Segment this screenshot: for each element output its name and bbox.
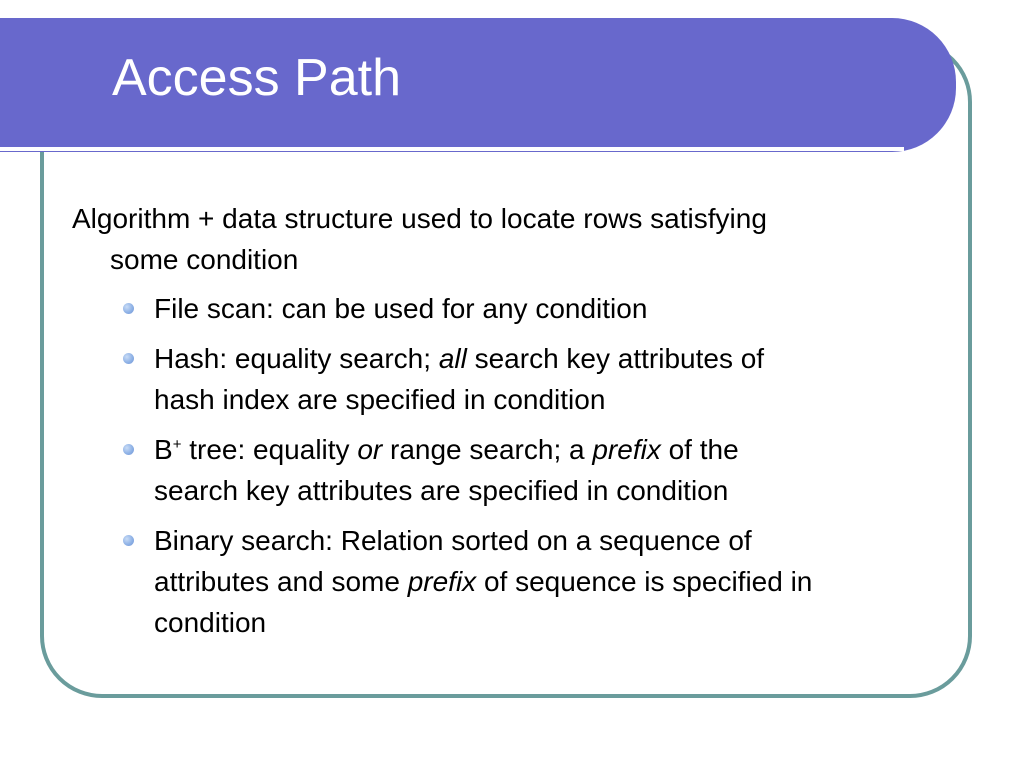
- bullet-line: search key attributes are specified in condition: [154, 475, 729, 506]
- emphasis-all: all: [438, 343, 467, 374]
- bullet-line: [154, 561, 964, 602]
- text-run: tree: equality: [181, 434, 358, 465]
- text-run: range search; a: [382, 434, 593, 465]
- slide-title: Access Path: [112, 49, 402, 107]
- main-point-line-2: some condition: [110, 244, 299, 275]
- text-run: of the: [660, 434, 739, 465]
- text-run: Hash: equality search;: [154, 343, 439, 374]
- slide-body: [72, 198, 964, 652]
- bullet-line: [154, 338, 964, 379]
- superscript-plus: +: [172, 436, 182, 453]
- emphasis-prefix: prefix: [592, 434, 661, 465]
- bullet-hash: [154, 338, 964, 420]
- text-run: of sequence is specified in: [476, 566, 813, 597]
- emphasis-prefix: prefix: [407, 566, 477, 597]
- bullet-line: condition: [154, 607, 267, 638]
- bullet-line: [154, 429, 964, 470]
- text-run: attributes and some: [154, 566, 408, 597]
- bullet-dot-icon: [123, 535, 134, 546]
- bullet-text: File scan: can be used for any condition: [154, 293, 648, 324]
- bullet-dot-icon: [123, 353, 134, 364]
- bullet-bplus-tree: [154, 429, 964, 511]
- text-run: search key attributes of: [466, 343, 765, 374]
- bullet-list: [72, 288, 964, 643]
- bullet-dot-icon: [123, 303, 134, 314]
- bullet-dot-icon: [123, 444, 134, 455]
- main-point-line-1: Algorithm + data structure used to locate rows satisfying: [72, 203, 767, 234]
- bullet-line: Binary search: Relation sorted on a sequence of: [154, 525, 752, 556]
- bullet-file-scan: [154, 288, 964, 329]
- main-point: [72, 198, 964, 280]
- bullet-line: hash index are specified in condition: [154, 384, 606, 415]
- text-run: B: [154, 434, 173, 465]
- title-underline: [0, 147, 904, 151]
- bullet-binary-search: [154, 520, 964, 643]
- emphasis-or: or: [357, 434, 383, 465]
